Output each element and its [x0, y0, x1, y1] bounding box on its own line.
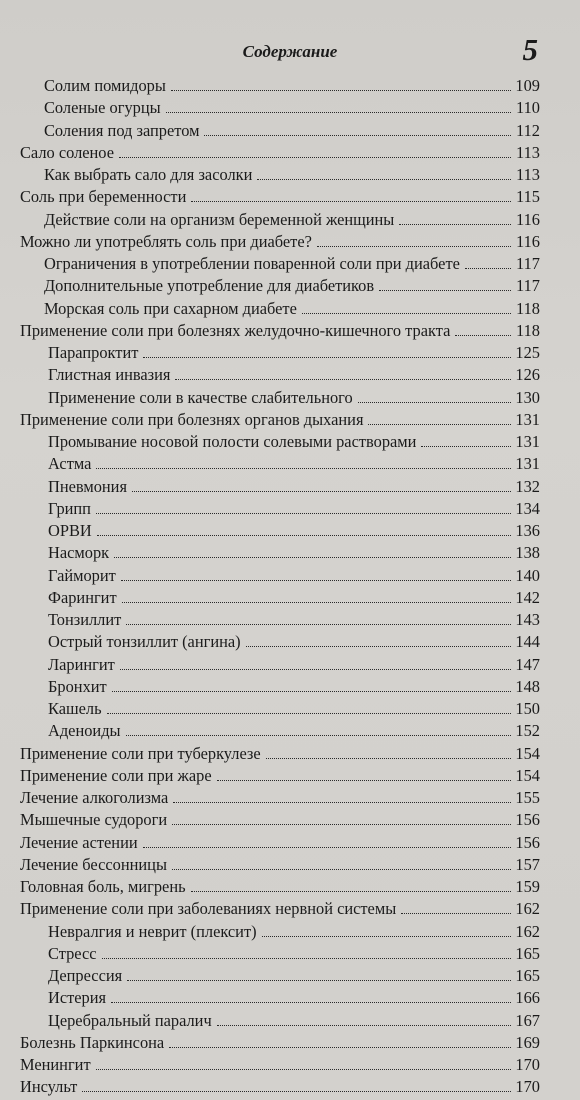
dot-leader [421, 445, 511, 447]
toc-entry-page: 131 [515, 409, 540, 429]
toc-entry-title: Острый тонзиллит (ангина) [48, 632, 241, 652]
toc-entry [20, 121, 540, 143]
toc-entry-page: 148 [515, 676, 540, 696]
dot-leader [204, 134, 511, 136]
toc-entry-page: 118 [516, 298, 540, 318]
toc-entry [20, 499, 540, 521]
toc-entry-page: 167 [515, 1010, 540, 1030]
toc-entry-title: Применение соли в качестве слабительного [48, 387, 353, 407]
toc-entry [20, 410, 540, 432]
toc-entry-page: 116 [516, 231, 540, 251]
toc-entry [20, 388, 540, 410]
toc-entry-page: 165 [515, 966, 540, 985]
toc-entry-page: 110 [516, 98, 540, 118]
toc-entry-page: 134 [515, 498, 540, 518]
toc-entry [20, 1033, 540, 1055]
toc-entry-title: Депрессия [48, 966, 123, 985]
dot-leader [97, 534, 511, 536]
toc-entry-title: Истерия [48, 988, 107, 1008]
toc-entry [20, 232, 540, 254]
dot-leader [266, 757, 511, 759]
toc-entry [20, 165, 540, 187]
dot-leader [302, 312, 511, 314]
dot-leader [143, 356, 511, 358]
toc-entry [20, 588, 540, 610]
toc-entry [20, 833, 540, 855]
toc-entry-title: Применение соли при туберкулезе [20, 743, 261, 763]
toc-entry-title: Стресс [48, 943, 97, 963]
toc-entry-title: Соленые огурцы [44, 98, 161, 118]
toc-entry-page: 162 [515, 921, 540, 941]
toc-entry-page: 170 [515, 1077, 540, 1097]
toc-entry [20, 143, 540, 165]
toc-entry [20, 1011, 540, 1033]
toc-entry [20, 343, 540, 365]
toc-entry [20, 610, 540, 632]
dot-leader [317, 245, 511, 247]
toc-entry-page: 126 [515, 365, 540, 385]
toc-entry-title: ОРВИ [48, 521, 92, 540]
dot-leader [121, 579, 511, 581]
dot-leader [96, 1068, 511, 1070]
toc-entry-title: Соления под запретом [44, 120, 200, 140]
dot-leader [173, 801, 511, 803]
dot-leader [119, 156, 511, 158]
toc-entry-page: 109 [515, 76, 540, 95]
toc-entry-title: Гайморит [48, 565, 116, 585]
toc-entry-page: 115 [516, 187, 540, 207]
toc-entry-page: 169 [515, 1032, 540, 1052]
toc-entry-title: Ларингит [48, 654, 115, 674]
toc-entry-title: Аденоиды [48, 721, 121, 741]
dot-leader [401, 912, 511, 914]
toc-entry-title: Инсульт [20, 1077, 78, 1097]
dot-leader [120, 668, 511, 670]
toc-entry [20, 1055, 540, 1077]
toc-entry-page: 143 [515, 610, 540, 629]
toc-entry-title: Фарингит [48, 587, 117, 607]
toc-entry-title: Морская соль при сахарном диабете [44, 298, 297, 318]
dot-leader [217, 779, 511, 781]
toc-entry-title: Тонзиллит [48, 610, 122, 629]
toc-entry-page: 142 [515, 587, 540, 607]
toc-entry-title: Сало соленое [20, 142, 114, 162]
dot-leader [191, 200, 511, 202]
toc-entry-title: Применение соли при заболеваниях нервной системы [20, 899, 397, 919]
toc-entry [20, 877, 540, 899]
toc-entry-page: 113 [516, 142, 540, 162]
dot-leader [82, 1090, 511, 1092]
dot-leader [379, 289, 511, 291]
toc-entry [20, 321, 540, 343]
dot-leader [257, 178, 511, 180]
dot-leader [112, 690, 511, 692]
toc-entry-page: 131 [515, 432, 540, 451]
toc-entry-page: 147 [515, 654, 540, 674]
dot-leader [246, 645, 511, 647]
toc-entry-page: 112 [516, 120, 540, 140]
toc-entry [20, 655, 540, 677]
toc-entry [20, 855, 540, 877]
dot-leader [262, 935, 511, 937]
toc-entry-page: 117 [516, 254, 540, 273]
toc-entry [20, 543, 540, 565]
dot-leader [455, 334, 511, 336]
dot-leader [358, 401, 511, 403]
toc-entry [20, 477, 540, 499]
toc-entry-title: Грипп [48, 498, 91, 518]
toc-entry-page: 150 [515, 699, 540, 718]
dot-leader [132, 490, 511, 492]
toc-entry [20, 632, 540, 654]
dot-leader [465, 267, 511, 269]
toc-entry-title: Менингит [20, 1055, 91, 1074]
toc-entry-title: Насморк [48, 543, 110, 563]
toc-entry-title: Астма [48, 454, 92, 474]
dot-leader [172, 823, 511, 825]
toc-entry-page: 118 [516, 320, 540, 340]
toc-entry-page: 156 [515, 832, 540, 852]
toc-entry-page: 162 [515, 899, 540, 919]
toc-entry-page: 165 [515, 943, 540, 963]
toc-entry-page: 159 [515, 877, 540, 896]
toc-entry-title: Мышечные судороги [20, 810, 168, 830]
toc-entry-page: 117 [516, 276, 540, 296]
toc-entry-title: Дополнительные употребление для диабетиков [44, 276, 375, 296]
toc-entry-title: Применение соли при болезнях органов дыхания [20, 409, 364, 429]
toc-entry-title: Применение соли при жаре [20, 765, 212, 785]
toc-entry [20, 766, 540, 788]
dot-leader [191, 890, 511, 892]
toc-entry [20, 254, 540, 276]
toc-entry-title: Церебральный паралич [48, 1010, 212, 1030]
toc-entry-title: Солим помидоры [44, 76, 166, 95]
dot-leader [126, 734, 511, 736]
toc-entry-title: Применение соли при болезнях желудочно-кишечного тракта [20, 320, 451, 340]
toc-entry [20, 677, 540, 699]
toc-entry-title: Лечение бессонницы [20, 854, 167, 874]
dot-leader [217, 1024, 511, 1026]
toc-entry [20, 566, 540, 588]
toc-entry [20, 899, 540, 921]
toc-entry-page: 144 [515, 632, 540, 652]
dot-leader [399, 223, 511, 225]
toc-entry-page: 130 [515, 387, 540, 407]
page-header-title: Содержание [242, 42, 338, 61]
toc-entry-title: Промывание носовой полости солевыми растворами [48, 432, 417, 451]
toc-entry-title: Невралгия и неврит (плексит) [48, 921, 257, 941]
toc-entry-title: Пневмония [48, 476, 127, 496]
toc-entry-page: 140 [515, 565, 540, 585]
toc-entry [20, 98, 540, 120]
toc-entry [20, 1077, 540, 1099]
toc-entry [20, 187, 540, 209]
toc-entry [20, 966, 540, 988]
dot-leader [143, 846, 511, 848]
toc-entry [20, 210, 540, 232]
toc-entry-title: Болезнь Паркинсона [20, 1032, 165, 1052]
toc-entry-title: Соль при беременности [20, 187, 187, 207]
toc-entry [20, 699, 540, 721]
page-number: 5 [522, 32, 538, 67]
dot-leader [114, 556, 511, 558]
toc-entry [20, 988, 540, 1010]
toc-entry-page: 125 [515, 343, 540, 362]
toc-entry-title: Можно ли употреблять соль при диабете? [20, 231, 312, 251]
toc-entry [20, 788, 540, 810]
toc-entry-page: 116 [516, 209, 540, 229]
toc-entry-page: 131 [515, 454, 540, 474]
toc-entry-title: Как выбрать сало для засолки [44, 165, 253, 184]
table-of-contents [20, 76, 540, 1100]
toc-entry [20, 76, 540, 98]
toc-entry-title: Лечение астении [20, 832, 138, 852]
toc-entry-page: 132 [515, 476, 540, 496]
toc-entry [20, 299, 540, 321]
toc-entry-page: 136 [515, 521, 540, 540]
toc-entry-page: 154 [515, 743, 540, 763]
toc-entry [20, 810, 540, 832]
toc-entry-page: 155 [515, 788, 540, 807]
toc-entry-title: Головная боль, мигрень [20, 877, 186, 896]
dot-leader [169, 1046, 511, 1048]
toc-entry [20, 744, 540, 766]
dot-leader [102, 957, 511, 959]
dot-leader [122, 601, 511, 603]
toc-entry-title: Ограничения в употреблении поваренной соли при диабете [44, 254, 460, 273]
toc-entry-title: Лечение алкоголизма [20, 788, 169, 807]
dot-leader [126, 623, 511, 625]
toc-entry-page: 166 [515, 988, 540, 1008]
toc-entry-title: Парапроктит [48, 343, 139, 362]
toc-entry-page: 152 [515, 721, 540, 741]
dot-leader [96, 512, 511, 514]
toc-entry-page: 157 [515, 854, 540, 874]
dot-leader [111, 1001, 511, 1003]
toc-entry-title: Кашель [48, 699, 102, 718]
toc-entry-page: 154 [515, 765, 540, 785]
toc-entry-page: 156 [515, 810, 540, 830]
toc-entry-page: 170 [515, 1055, 540, 1074]
dot-leader [127, 979, 511, 981]
toc-entry-title: Глистная инвазия [48, 365, 171, 385]
dot-leader [368, 423, 511, 425]
dot-leader [96, 467, 511, 469]
toc-entry-title: Действие соли на организм беременной женщины [44, 209, 395, 229]
dot-leader [172, 868, 511, 870]
toc-entry-page: 113 [516, 165, 540, 184]
toc-entry [20, 922, 540, 944]
toc-entry [20, 521, 540, 543]
toc-entry [20, 944, 540, 966]
toc-entry-title: Бронхит [48, 676, 107, 696]
dot-leader [107, 712, 511, 714]
toc-entry [20, 432, 540, 454]
toc-entry [20, 276, 540, 298]
toc-entry-page: 138 [515, 543, 540, 563]
toc-entry [20, 721, 540, 743]
toc-entry [20, 454, 540, 476]
dot-leader [171, 89, 511, 91]
dot-leader [175, 378, 511, 380]
dot-leader [166, 111, 511, 113]
toc-entry [20, 365, 540, 387]
